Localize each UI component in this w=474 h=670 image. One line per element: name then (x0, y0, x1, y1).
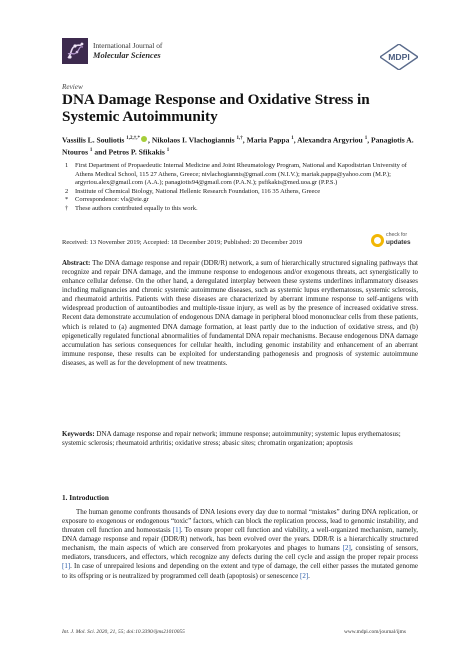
affiliation-text: These authors contributed equally to this work. (75, 204, 198, 212)
citation-link[interactable]: [1] (62, 562, 71, 571)
affiliation-mark: 1 (65, 162, 69, 169)
citation-link[interactable]: [2] (300, 571, 309, 580)
journal-name-line2: Molecular Sciences (93, 50, 161, 60)
footer-url[interactable]: www.mdpi.com/journal/ijms (344, 629, 406, 635)
orcid-icon[interactable] (141, 136, 147, 142)
affiliation-text: First Department of Propaedeutic Internal Medicine and Joint Rheumatology Program, National and Kapodistrian University of Athens Medical School, 115 27 Athens, Greece; nivlachogiannis@gmail.com (N.I.V.); mariak.pappa@yahoo.com (M.P.); argyriou.alex@gmail.com (A.A.); panagiotis94@gmail.com (P.A.N.); psfikakis@med.uoa.gr (P.P.S.) (75, 162, 407, 187)
footer-citation: Int. J. Mol. Sci. 2020, 21, 55; doi:10.3390/ijms21010055 (62, 629, 185, 635)
keywords-text: DNA damage response and repair network; immune response; autoimmunity; systemic lupus erythematosus; systemic sclerosis; rheumatoid arthritis; oxidative stress; abasic sites; chromatin organization; apoptosis (62, 430, 401, 448)
abstract-label: Abstract: (62, 259, 91, 267)
equal-contribution-note (62, 205, 417, 214)
intro-text: , consisting of sensors, mediators, transducers, and effectors, which recognize any defects during the cell cycle and assign the proper repair process (62, 544, 418, 562)
check-for-updates-button[interactable] (371, 232, 415, 250)
check-updates-icon (371, 234, 384, 247)
affiliation-mark: * (65, 196, 69, 204)
affiliation-2 (62, 188, 417, 197)
journal-logo-icon (62, 38, 88, 64)
article-title: DNA Damage Response and Oxidative Stress in Systemic Autoimmunity (62, 91, 370, 125)
check-updates-line2: updates (386, 239, 411, 246)
journal-name-line1: International Journal of (93, 41, 163, 50)
section-title: 1. Introduction (62, 493, 109, 502)
intro-text: The human genome confronts thousands of DNA lesions every day due to normal “mistakes” during DNA replication, or exposure to exogenous or endogenous “toxic” factors, which can block the replication process, lead to genomic instability, and threaten cell function and homeostasis (62, 508, 418, 535)
keywords-label: Keywords: (62, 430, 95, 438)
mdpi-logo-icon (380, 44, 418, 70)
mdpi-logo-text: MDPI (388, 52, 410, 63)
intro-text: . (308, 571, 310, 580)
check-updates-line1: check for (386, 232, 408, 238)
abstract (62, 259, 418, 368)
keywords (62, 430, 418, 448)
affiliation-mark: † (65, 204, 69, 212)
authors: Vassilis L. Souliotis $^{1,2,\dagger,*}$ , Nikolaos I. Vlachogiannis $^{1,\dagger}$, Maria Pappa $^1$, Alexandra Argyriou $^1$, Panagiotis A. Ntouros $^1$ and Petros P. Sfikakis $^1$ (62, 135, 414, 157)
publication-dates: Received: 13 November 2019; Accepted: 18 December 2019; Published: 20 December 2019 (62, 239, 303, 246)
article-type: Review (62, 83, 83, 91)
affiliation-mark: 2 (65, 187, 69, 195)
intro-text: . To ensure proper cell function and viability, a well-organized mechanism, namely, DNA damage response and repair (DDR/R) network, has been evolved over the years. DDR/R is a hierarchically structured mechanism, the main aspects of which are conserved from prokaryotes and phages to humans (62, 526, 418, 553)
citation-link[interactable]: [2] (342, 544, 351, 553)
citation-link[interactable]: [1] (172, 526, 181, 535)
correspondence (62, 196, 417, 205)
journal-name (93, 41, 162, 60)
affiliation-text: Correspondence: vls@eie.gr (75, 196, 149, 204)
abstract-text: The DNA damage response and repair (DDR/R) network, a sum of hierarchically structured signaling pathways that recognize and repair DNA damage, and the immune response to endogenous and/or exogenous threats, act synergistically to enhance cellular defense. On the other hand, a deregulated interplay between these systems underlines inflammatory diseases including malignancies and chronic systemic autoimmune diseases, such as systemic lupus erythematosus, systemic sclerosis, and rheumatoid arthritis. Patients with these diseases are characterized by aberrant immune response to self-antigens with widespread production of autoantibodies and multiple-tissue injury, as well as by the presence of increased oxidative stress. Recent data demonstrate accumulation of endogenous DNA damage in peripheral blood mononuclear cells from these patients, which is related to (a) augmented DNA damage formation, at least partly due to the induction of oxidative stress, and (b) epigenetically regulated functional abnormalities of fundamental DNA repair mechanisms. Because endogenous DNA damage accumulation has serious consequences for cellular health, including genomic instability and enhancement of an aberrant immune response, these results can be exploited for understanding pathogenesis and prognosis of systemic autoimmune diseases, as well as for the development of new treatments. (62, 259, 419, 367)
intro-text: . In case of unrepaired lesions and depending on the extent and type of damage, the cell either passes the mutated genome to its offspring or is neutralized by programmed cell death (apoptosis) or senescence (62, 562, 418, 580)
affiliation-text: Institute of Chemical Biology, National Hellenic Research Foundation, 116 35 Athens, Greece (75, 187, 321, 195)
affiliation-1 (62, 162, 417, 188)
affiliations (62, 162, 417, 214)
introduction-paragraph (62, 508, 418, 581)
